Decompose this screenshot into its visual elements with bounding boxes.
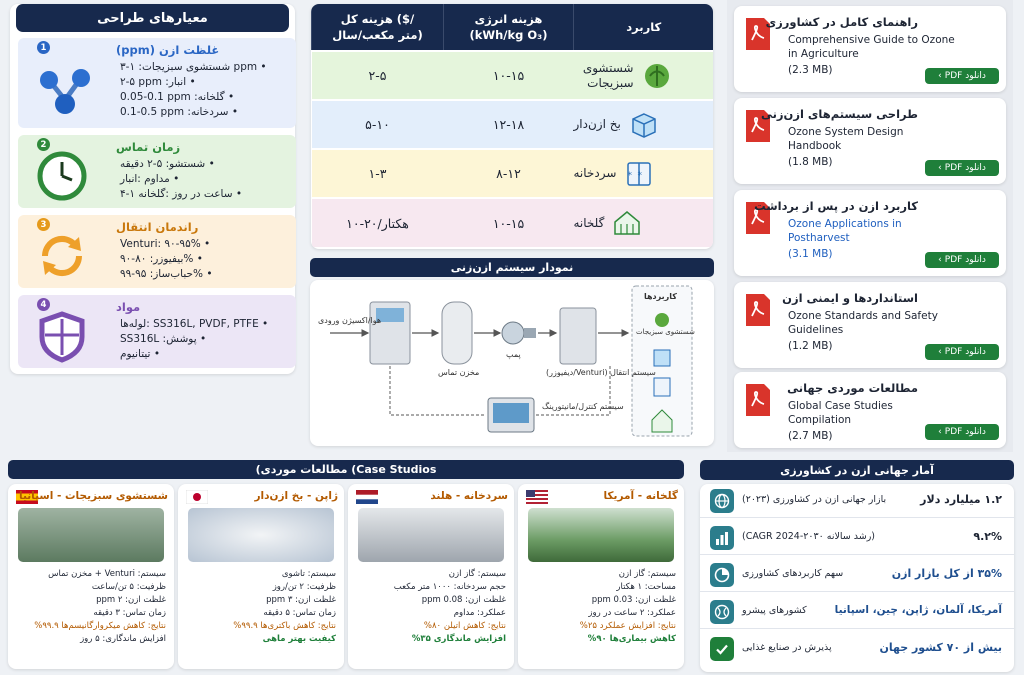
case-card-spain	[8, 484, 174, 669]
cycle-arrows-icon	[35, 229, 89, 283]
case-line: زمان تماس: ۳ دقیقه	[93, 608, 166, 618]
svg-text:*: *	[627, 170, 633, 181]
cost-table	[311, 4, 713, 247]
case-result: نتایج: افزایش عملکرد ۲۵%	[579, 621, 676, 631]
netherlands-flag-icon	[356, 490, 378, 504]
criteria-header: معیارهای طراحی	[16, 4, 289, 32]
case-card-japan	[178, 484, 344, 669]
file-size: (2.7 MB)	[788, 430, 833, 442]
application-label: گلخانه	[573, 215, 605, 230]
stat-row	[700, 595, 1014, 629]
energy-cost-cell: ۸-۱۲	[444, 149, 574, 198]
system-flow-diagram	[310, 280, 714, 446]
col-header-application: کاربرد	[574, 4, 714, 51]
guide-title-en: Ozone System Design Handbook	[788, 126, 904, 152]
stat-label: کشورهای پیشرو	[742, 605, 807, 616]
total-cost-cell: ۵-۱۰	[312, 100, 444, 149]
stat-value: بیش از ۷۰ کشور جهان	[879, 641, 1002, 654]
lettuce-icon	[642, 61, 672, 91]
criteria-title: غلظت ازن (ppm)	[116, 43, 220, 57]
checkmark-icon	[710, 637, 734, 661]
guide-title-en: Global Case Studies Compilation	[788, 400, 893, 426]
download-arrow-icon: ›	[938, 163, 942, 173]
stat-value: ۹.۲%	[973, 530, 1002, 543]
file-size: (1.8 MB)	[788, 156, 833, 168]
japan-flag-icon	[186, 490, 208, 504]
case-line: سیستم: تاشوی	[281, 569, 336, 579]
criteria-line: Venturi: ۹۰-۹۵% •	[120, 238, 211, 250]
criteria-concentration	[18, 38, 296, 128]
guide-title-fa: استانداردها و ایمنی ازن	[782, 291, 918, 305]
criteria-contact-time	[18, 135, 296, 208]
criteria-line: تیتانیوم •	[120, 348, 161, 360]
case-photo	[528, 508, 674, 562]
ice-cube-icon	[654, 350, 670, 366]
download-pdf-button[interactable]	[925, 344, 999, 360]
download-arrow-icon: ›	[938, 255, 942, 265]
application-label: بخ ازن‌دار	[573, 117, 621, 131]
case-title: ژاپن - بخ ازن‌دار	[254, 490, 338, 502]
case-line: سیستم: گاز ازن	[618, 569, 676, 579]
guide-card	[734, 372, 1006, 448]
guide-title-fa: طراحی سیستم‌های ازن‌زنی	[760, 107, 918, 121]
case-result-secondary: افزایش ماندگاری: ۵ روز	[80, 634, 166, 644]
pdf-file-icon	[744, 382, 772, 418]
download-pdf-button[interactable]	[925, 68, 999, 84]
col-header-total-cost: هزینه کل ($/ متر مکعب/سال)	[312, 4, 444, 51]
cold-storage-icon	[654, 378, 670, 396]
download-label: دانلود PDF	[944, 255, 986, 265]
ice-cube-icon	[629, 110, 659, 140]
stat-label: سهم کاربردهای کشاورزی	[742, 568, 844, 579]
case-line: غلظت ازن: ۲ ppm	[96, 595, 166, 605]
svg-text:*: *	[637, 170, 643, 181]
total-cost-cell: ۲-۵	[312, 51, 444, 100]
criteria-line: لوله‌ها: SS316L, PVDF, PTFE •	[120, 318, 269, 330]
stat-row	[700, 484, 1014, 518]
step-badge-4: 4	[37, 298, 50, 311]
shield-icon	[35, 309, 89, 363]
guide-card	[734, 6, 1006, 92]
file-size: (2.3 MB)	[788, 64, 833, 76]
case-result: نتایج: کاهش باکتری‌ها ۹۹.۹%	[233, 621, 336, 631]
case-line: غلظت ازن: 0.08 ppm	[421, 595, 506, 605]
case-result-secondary: افزایش ماندگاری ۳۵%	[411, 634, 506, 644]
download-label: دانلود PDF	[944, 71, 986, 81]
table-row	[312, 51, 714, 100]
criteria-line: مداوم :انبار •	[120, 173, 180, 185]
pdf-file-icon	[744, 292, 772, 328]
greenhouse-icon	[612, 208, 642, 238]
case-title: سردخانه - هلند	[430, 490, 508, 502]
stat-label: پذیرش در صنایع غذایی	[742, 642, 832, 653]
case-line: غلظت ازن: 0.03 ppm	[591, 595, 676, 605]
guide-title-fa: کاربرد ازن در پس از برداشت	[754, 199, 918, 213]
application-label: شستشوی سبزیجات	[636, 328, 695, 336]
criteria-line: SS316L :پوشش •	[120, 333, 207, 345]
case-studies-panel	[8, 460, 684, 672]
file-size: (1.2 MB)	[788, 340, 833, 352]
case-line: عملکرد: مداوم	[453, 608, 506, 618]
case-studies-header: (مطالعات موردی (Case Studios	[8, 460, 684, 479]
case-line: مساحت: ۱ هکتار	[616, 582, 676, 592]
case-line: زمان تماس: ۵ دقیقه	[263, 608, 336, 618]
clock-icon	[35, 149, 89, 203]
file-size: (3.1 MB)	[788, 248, 833, 260]
design-criteria-panel	[10, 4, 295, 374]
total-cost-cell: ۱-۳	[312, 149, 444, 198]
download-pdf-button[interactable]	[925, 252, 999, 268]
control-label: سیستم کنترل/مانیتورینگ	[542, 402, 624, 411]
case-line: ظرفیت: ۵ تن/ساعت	[91, 582, 166, 592]
step-badge-1: 1	[37, 41, 50, 54]
case-result: نتایج: کاهش اتیلن ۸۰%	[423, 621, 506, 631]
case-title: گلخانه - آمریکا	[603, 490, 678, 502]
criteria-title: مواد	[116, 300, 141, 314]
molecule-icon	[35, 64, 95, 124]
air-inlet-label: هوا/اکسیژن ورودی	[318, 316, 382, 325]
total-cost-cell: ۱۰-۲۰/هکتار	[312, 198, 444, 247]
case-line: سیستم: Venturi + مخزن تماس	[48, 569, 166, 579]
criteria-line: 0.1-0.5 ppm :سردخانه •	[120, 106, 239, 118]
case-result-secondary: کیفیت بهتر ماهی	[262, 634, 336, 644]
table-header-row	[312, 4, 714, 51]
stat-label: بازار جهانی ازن در کشاورزی (۲۰۲۳)	[742, 494, 887, 505]
diagram-canvas	[310, 280, 714, 446]
col-header-energy-cost: هزینه انرژی (kWh/kg O₃)	[444, 4, 574, 51]
stat-value: ۳۵% از کل بازار ازن	[891, 567, 1002, 580]
global-stats-panel	[700, 460, 1014, 672]
download-label: دانلود PDF	[944, 427, 986, 437]
contact-tank	[442, 302, 472, 364]
stat-label: (رشد سالانه ۲۰۳۰-CAGR 2024)	[742, 531, 875, 542]
energy-cost-cell: ۱۰-۱۵	[444, 51, 574, 100]
step-badge-2: 2	[37, 138, 50, 151]
pump	[502, 322, 524, 344]
download-pdf-button[interactable]	[925, 160, 999, 176]
case-photo	[188, 508, 334, 562]
case-title: شستشوی سبزیجات - اسپانیا	[19, 490, 168, 502]
case-result-secondary: کاهش بیماری‌ها ۹۰%	[587, 634, 676, 644]
case-line: غلظت ازن: ۳ ppm	[266, 595, 336, 605]
guide-title-en: Comprehensive Guide to Ozone in Agriculture	[788, 34, 955, 60]
criteria-line: شستشوی سبزیجات: ۱-۳ ppm •	[120, 61, 267, 73]
venturi-transfer-unit	[560, 308, 596, 364]
flag-globe-icon	[710, 600, 734, 624]
download-label: دانلود PDF	[944, 163, 986, 173]
energy-cost-cell: ۱۲-۱۸	[444, 100, 574, 149]
case-line: سیستم: گاز ازن	[448, 569, 506, 579]
criteria-line: بیفیوزر: ۸۰-۹۰% •	[120, 253, 203, 265]
stat-row	[700, 558, 1014, 592]
criteria-line: ۴-۱ ساعت در روز :گلخانه •	[120, 188, 243, 200]
criteria-line: حباب‌ساز: ۹۵-۹۹% •	[120, 268, 213, 280]
pie-chart-icon	[710, 563, 734, 587]
cost-table-panel	[311, 4, 713, 249]
criteria-line: شستشو: ۵-۲ دقیقه •	[120, 158, 215, 170]
table-row	[312, 198, 714, 247]
bar-chart-icon	[710, 526, 734, 550]
criteria-transfer-efficiency	[18, 215, 296, 288]
download-label: دانلود PDF	[944, 347, 986, 357]
stats-list	[700, 484, 1014, 672]
application-label: سردخانه	[573, 166, 617, 180]
system-diagram-panel	[310, 258, 714, 448]
guide-title-fa: مطالعات موردی جهانی	[787, 381, 918, 395]
stat-value: ۱.۲ میلیارد دلار	[920, 493, 1002, 506]
download-arrow-icon: ›	[938, 347, 942, 357]
case-line: ظرفیت: ۲ تن/روز	[272, 582, 336, 592]
guide-title-en[interactable]: Ozone Applications in Postharvest	[788, 218, 902, 244]
case-line: عملکرد: ۲ ساعت در روز	[588, 608, 676, 618]
download-arrow-icon: ›	[938, 427, 942, 437]
globe-icon	[710, 489, 734, 513]
energy-cost-cell: ۱۰-۱۵	[444, 198, 574, 247]
criteria-materials	[18, 295, 296, 368]
transfer-label: سیستم انتقال (Venturi/دیفیوزر)	[546, 368, 656, 377]
application-label: شستشوی سبزیجات	[582, 60, 634, 90]
diagram-header: نمودار سیستم ازن‌زنی	[310, 258, 714, 277]
guide-card	[734, 190, 1006, 276]
case-card-netherlands	[348, 484, 514, 669]
guide-card	[734, 282, 1006, 368]
table-row	[312, 100, 714, 149]
stat-value: آمریکا، آلمان، ژاپن، چین، اسپانیا	[834, 604, 1002, 616]
table-row	[312, 149, 714, 198]
case-photo	[358, 508, 504, 562]
criteria-title: زمان تماس	[116, 140, 181, 154]
stat-row	[700, 632, 1014, 666]
case-card-usa	[518, 484, 684, 669]
contact-tank-label: مخزن تماس	[438, 368, 480, 377]
criteria-line: 0.05-0.1 ppm :گلخانه •	[120, 91, 235, 103]
cold-storage-icon	[624, 159, 654, 189]
stat-row	[700, 521, 1014, 555]
pump-label: پمپ	[506, 350, 521, 359]
step-badge-3: 3	[37, 218, 50, 231]
case-photo	[18, 508, 164, 562]
guide-card	[734, 98, 1006, 184]
applications-label: کاربردها	[644, 292, 677, 301]
download-arrow-icon: ›	[938, 71, 942, 81]
case-result: نتایج: کاهش میکروارگانیسم‌ها ۹۹.۹%	[34, 621, 166, 631]
guide-title-fa: راهنمای کامل در کشاورزی	[765, 15, 918, 29]
stats-header: آمار جهانی ازن در کشاورزی	[700, 460, 1014, 480]
criteria-line: ۲-۵ ppm :انبار •	[120, 76, 196, 88]
case-line: حجم سردخانه: ۱۰۰۰ متر مکعب	[393, 582, 506, 592]
download-pdf-button[interactable]	[925, 424, 999, 440]
guide-title-en: Ozone Standards and Safety Guidelines	[788, 310, 938, 336]
lettuce-icon	[655, 313, 669, 327]
usa-flag-icon	[526, 490, 548, 504]
criteria-title: راندمان انتقال	[116, 220, 199, 234]
